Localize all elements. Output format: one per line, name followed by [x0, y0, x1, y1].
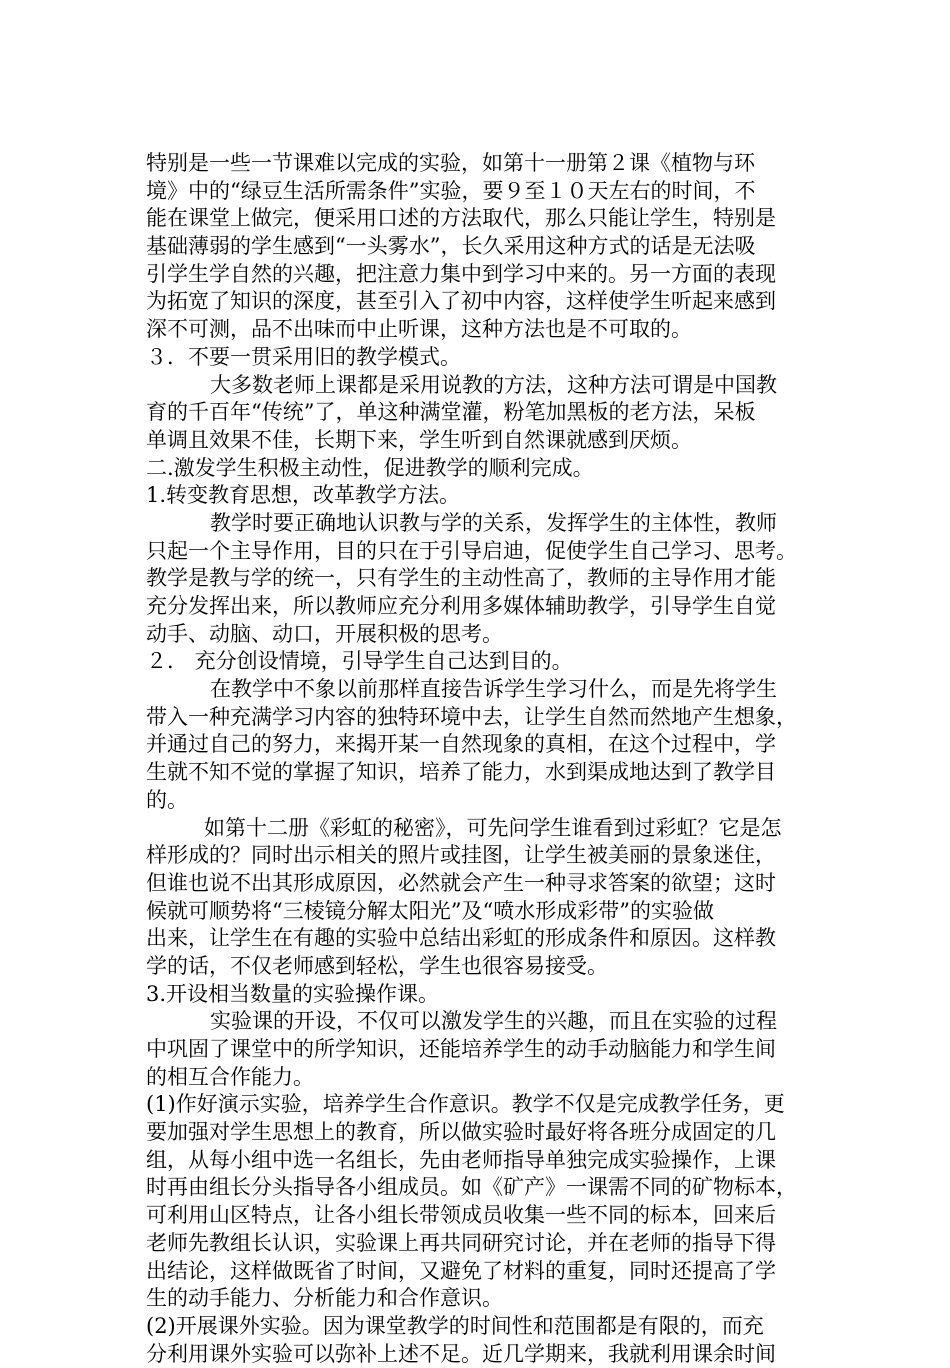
text-line: 出来，让学生在有趣的实验中总结出彩虹的形成条件和原因。这样教 [146, 926, 776, 951]
text-line: 教学时要正确地认识教与学的关系，发挥学生的主体性，教师 [210, 510, 777, 535]
section-heading: 二.激发学生积极主动性，促进教学的顺利完成。 [146, 455, 594, 480]
text-line: 要加强对学生思想上的教育，所以做实验时最好将各班分成固定的几 [146, 1120, 776, 1145]
text-line: (2)开展课外实验。因为课堂教学的时间性和范围都是有限的，而充 [146, 1313, 764, 1338]
text-line: 为拓宽了知识的深度，甚至引入了初中内容，这样使学生听起来感到 [146, 289, 776, 314]
text-line: 生就不知不觉的掌握了知识，培养了能力，水到渠成地达到了教学目 [146, 760, 776, 785]
section-heading: ３．不要一贯采用旧的教学模式。 [146, 344, 461, 369]
text-line: 充分发挥出来，所以教师应充分利用多媒体辅助教学，引导学生自觉 [146, 594, 776, 618]
text-line: 教学是教与学的统一，只有学生的主动性高了，教师的主导作用才能 [146, 566, 776, 591]
text-line: (1)作好演示实验，培养学生合作意识。教学不仅是完成教学任务，更 [146, 1092, 785, 1117]
text-line: 引学生学自然的兴趣，把注意力集中到学习中来的。另一方面的表现 [146, 261, 776, 286]
text-line: 并通过自己的努力，来揭开某一自然现象的真相，在这个过程中，学 [146, 732, 776, 757]
section-heading: ２． 充分创设情境，引导学生自己达到目的。 [146, 649, 573, 674]
text-line: 中巩固了课堂中的所学知识，还能培养学生的动手动脑能力和学生间 [146, 1037, 776, 1061]
section-heading: 1.转变教育思想，改革教学方法。 [146, 483, 461, 508]
document-body [146, 150, 810, 1368]
text-line: 如第十二册《彩虹的秘密》，可先问学生谁看到过彩虹？它是怎 [204, 815, 782, 840]
text-line: 带入一种充满学习内容的独特环境中去，让学生自然而然地产生想象， [146, 704, 797, 729]
text-line: 实验课的开设，不仅可以激发学生的兴趣，而且在实验的过程 [210, 1009, 777, 1034]
section-heading: 3.开设相当数量的实验操作课。 [146, 981, 440, 1006]
text-line: 候就可顺势将“三棱镜分解太阳光”及“喷水形成彩带”的实验做 [146, 898, 714, 923]
text-line: 育的千百年“传统”了，单这种满堂灌，粉笔加黑板的老方法，呆板 [146, 400, 756, 425]
text-line: 在教学中不象以前那样直接告诉学生学习什么，而是先将学生 [210, 677, 777, 702]
text-line: 的相互合作能力。 [146, 1064, 314, 1089]
text-line: 但谁也说不出其形成原因，必然就会产生一种寻求答案的欲望；这时 [146, 870, 776, 895]
text-line: 境》中的“绿豆生活所需条件”实验，要９至１０天左右的时间，不 [146, 178, 756, 203]
text-line: 基础薄弱的学生感到“一头雾水”，长久采用这种方式的话是无法吸 [146, 234, 756, 259]
text-line: 特别是一些一节课难以完成的实验，如第十一册第２课《植物与环 [146, 151, 755, 175]
text-line: 能在课堂上做完，便采用口述的方法取代，那么只能让学生，特别是 [146, 206, 776, 231]
text-line: 学的话，不仅老师感到轻松，学生也很容易接受。 [146, 953, 608, 978]
text-line: 组，从每小组中选一名组长，先由老师指导单独完成实验操作，上课 [146, 1147, 776, 1172]
text-line: 可利用山区特点，让各小组长带领成员收集一些不同的标本，回来后 [146, 1203, 776, 1228]
text-line: 深不可测，品不出味而中止听课，这种方法也是不可取的。 [146, 317, 692, 342]
text-line: 单调且效果不佳，长期下来，学生听到自然课就感到厌烦。 [146, 427, 692, 452]
text-line: 老师先教组长认识，实验课上再共同研究讨论，并在老师的指导下得 [146, 1230, 776, 1255]
text-line: 生的动手能力、分析能力和合作意识。 [146, 1286, 503, 1311]
text-line: 大多数老师上课都是采用说教的方法，这种方法可谓是中国教 [210, 372, 777, 397]
text-line: 动手、动脑、动口，开展积极的思考。 [146, 621, 503, 646]
text-line: 只起一个主导作用，目的只在于引导启迪，促使学生自己学习、思考。 [146, 538, 797, 563]
text-line: 的。 [146, 787, 188, 812]
text-line: 出结论，这样做既省了时间，又避免了材料的重复，同时还提高了学 [146, 1258, 776, 1283]
text-line: 样形成的？同时出示相关的照片或挂图，让学生被美丽的景象迷住， [146, 843, 776, 868]
text-line: 时再由组长分头指导各小组成员。如《矿产》一课需不同的矿物标本， [146, 1175, 797, 1200]
text-line: 分利用课外实验可以弥补上述不足。近几学期来，我就利用课余时间 [146, 1341, 776, 1366]
